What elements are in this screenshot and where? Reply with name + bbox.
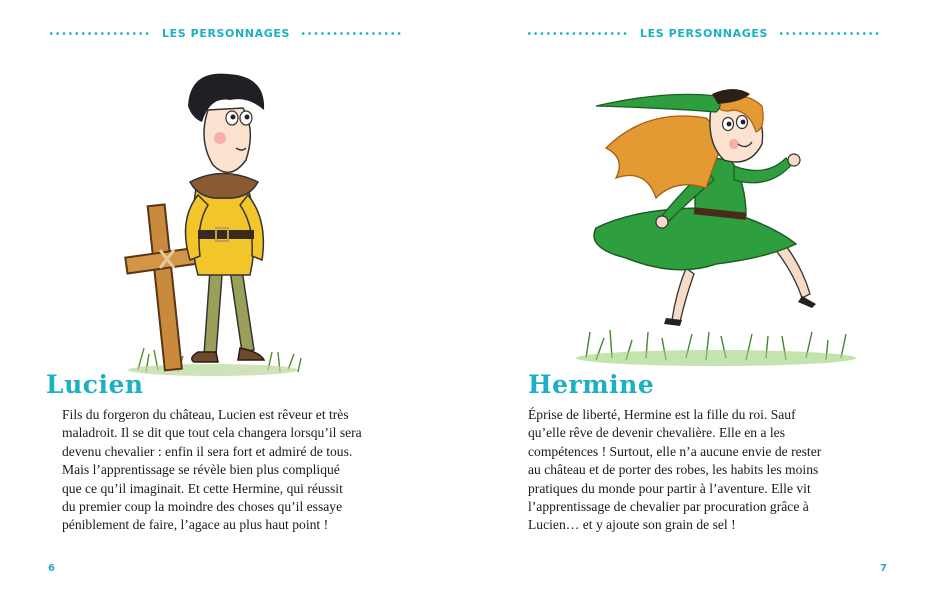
description-line: qu’elle rêve de devenir chevalière. Elle en a les (528, 425, 786, 441)
character-name: Lucien (46, 370, 144, 399)
description-line: du premier coup la moindre des choses qu’il essaye (62, 499, 343, 515)
page-header (526, 27, 882, 40)
description-line: péniblement de faire, l’agace au plus haut point ! (62, 517, 329, 533)
description-line: devenu chevalier : enfin il sera fort et admiré de tous. (62, 443, 353, 459)
page-number: 7 (880, 563, 887, 574)
description-line: Fils du forgeron du château, Lucien est rêveur et très (62, 407, 349, 422)
description-line: Mais l’apprentissage se révèle bien plus compliqué (62, 462, 340, 478)
page-header (48, 27, 404, 40)
character-name: Hermine (528, 370, 655, 399)
description-line: Éprise de liberté, Hermine est la fille du roi. Sauf (528, 407, 796, 422)
dotted-rule (48, 32, 152, 35)
character-description (528, 406, 893, 535)
description-line: pratiques du monde pour partir à l’aventure. Elle vit (528, 480, 811, 496)
character-description (62, 406, 422, 535)
header-title: LES PERSONNAGES (640, 27, 768, 40)
header-title: LES PERSONNAGES (162, 27, 290, 40)
hermine-illustration (566, 88, 866, 368)
lucien-illustration (118, 70, 328, 380)
dotted-rule (778, 32, 882, 35)
dotted-rule (300, 32, 404, 35)
description-line: que ce qu’il imaginait. Et cette Hermine, qui réussit (62, 480, 343, 496)
description-line: au château et de porter des robes, les habits les moins (528, 462, 819, 478)
description-line: l’apprentissage de chevalier par procuration grâce à (528, 499, 809, 515)
description-line: compétences ! Surtout, elle n’a aucune envie de rester (528, 443, 822, 459)
page-number: 6 (48, 563, 55, 574)
dotted-rule (526, 32, 630, 35)
description-line: maladroit. Il se dit que tout cela changera lorsqu’il sera (62, 425, 362, 441)
right-page (466, 0, 932, 596)
description-line: Lucien… et y ajoute son grain de sel ! (528, 517, 736, 533)
